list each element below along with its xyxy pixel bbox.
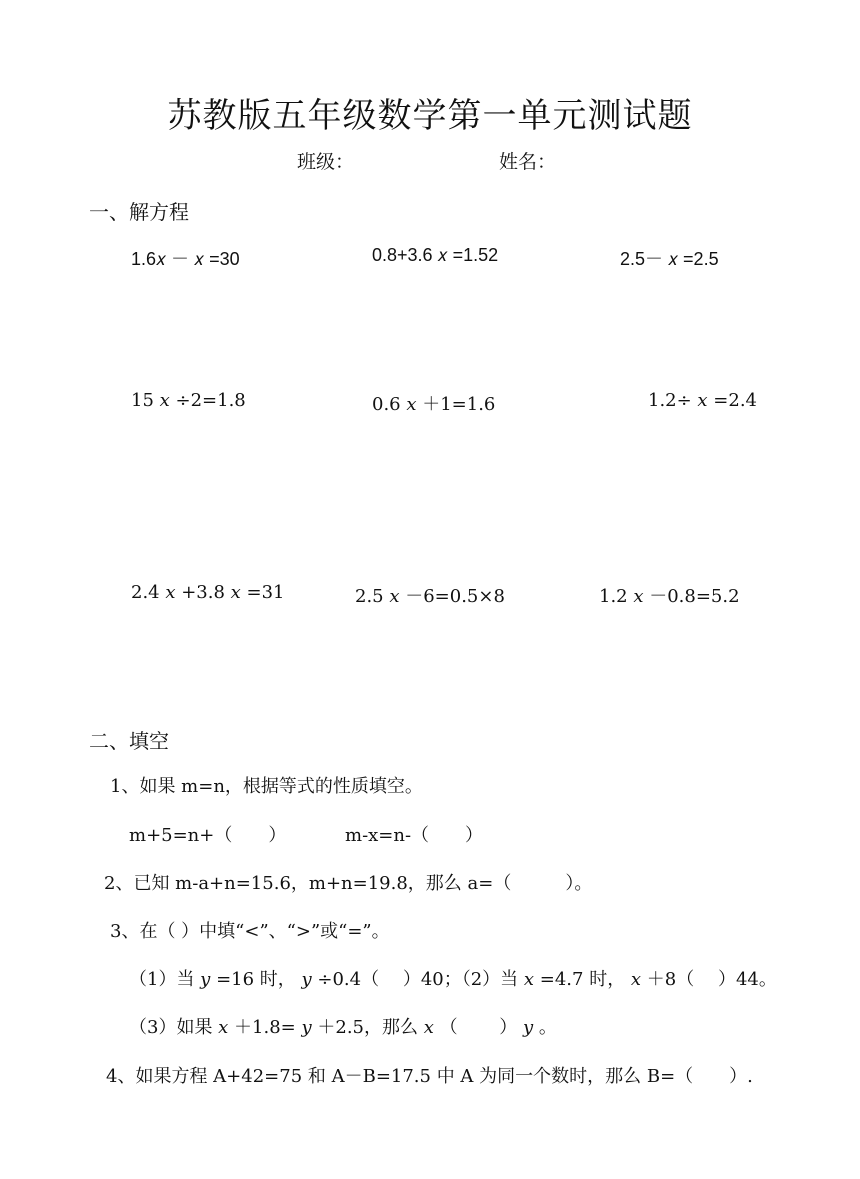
name-label: 姓名：: [499, 151, 557, 173]
question-1a: m+5=n+（ ）: [129, 825, 287, 846]
section-2-heading: 二、填空: [89, 729, 169, 753]
question-3b: （3）如果 𝑥 ＋1.8= 𝑦 ＋2.5，那么 𝑥 （ ） 𝑦 。: [129, 1017, 557, 1038]
question-2: 2、已知 m-a+n=15.6，m+n=19.8，那么 a=（ ）。: [104, 873, 593, 894]
equation-2-3: 1.2÷ 𝑥 =2.4: [648, 390, 758, 411]
question-1b: m-x=n-（ ）: [345, 825, 484, 846]
question-4: 4、如果方程 A+42=75 和 A－B=17.5 中 A 为同一个数时，那么 B=（ ）.: [106, 1066, 753, 1087]
class-label: 班级：: [297, 151, 355, 173]
page-title: 苏教版五年级数学第一单元测试题: [167, 96, 693, 136]
equation-1-3: 2.5－ 𝑥 =2.5: [620, 249, 719, 269]
equation-3-2: 2.5 𝑥 －6=0.5×8: [355, 586, 505, 607]
equation-1-2: 0.8+3.6 𝑥 =1.52: [372, 245, 499, 265]
equation-3-3: 1.2 𝑥 －0.8=5.2: [599, 586, 740, 607]
question-3a: （1）当 𝑦 =16 时， 𝑦 ÷0.4（ ）40；（2）当 𝑥 =4.7 时， 𝑥 ＋8（ ）44。: [129, 969, 777, 990]
equation-3-1: 2.4 𝑥 +3.8 𝑥 =31: [131, 582, 285, 603]
equation-2-2: 0.6 𝑥 ＋1=1.6: [372, 394, 496, 415]
question-3: 3、在（ ）中填“<”、“>”或“=”。: [110, 921, 390, 942]
equation-1-1: 1.6𝑥 － 𝑥 =30: [131, 249, 240, 269]
question-1: 1、如果 m=n，根据等式的性质填空。: [110, 776, 423, 797]
equation-2-1: 15 𝑥 ÷2=1.8: [131, 390, 246, 411]
section-1-heading: 一、解方程: [89, 200, 189, 224]
